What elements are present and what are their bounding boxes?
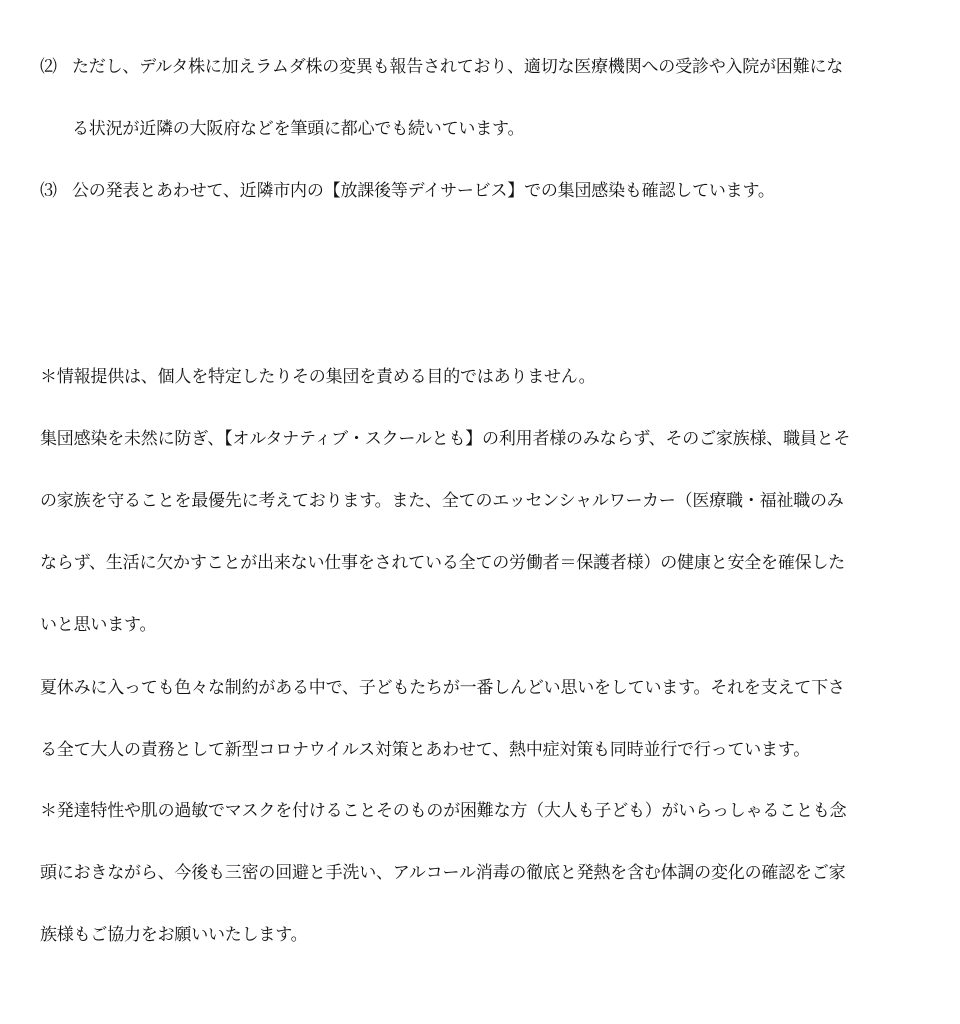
item-number: ⑶	[40, 181, 57, 201]
notice-line: 集団感染を未然に防ぎ、【オルタナティブ・スクールとも】の利用者様のみならず、そのご家族様、職員とそ	[40, 429, 851, 449]
mask-line: 族様もご協力をお願いいたします。	[40, 925, 308, 945]
summer-line: 夏休みに入っても色々な制約がある中で、子どもたちが一番しんどい思いをしています。それを支えて下さ	[40, 678, 845, 698]
summer-line: る全て大人の責務として新型コロナウイルス対策とあわせて、熱中症対策も同時並行で行っています。	[40, 740, 811, 760]
item-text-continued: る状況が近隣の大阪府などを筆頭に都心でも続いています。	[72, 119, 525, 139]
item-text: ただし、デルタ株に加えラムダ株の変異も報告されており、適切な医療機関への受診や入院が困難にな	[72, 57, 844, 77]
list-item	[40, 181, 775, 201]
item-text: 公の発表とあわせて、近隣市内の【放課後等デイサービス】での集団感染も確認しています。	[72, 181, 775, 201]
mask-line: 頭におきながら、今後も三密の回避と手洗い、アルコール消毒の徹底と発熱を含む体調の変化の確認をご家	[40, 863, 846, 883]
notice-line: ＊情報提供は、個人を特定したりその集団を責める目的ではありません。	[40, 367, 596, 387]
notice-line: ならず、生活に欠かすことが出来ない仕事をされている全ての労働者＝保護者様）の健康と安全を確保した	[40, 553, 846, 573]
item-number: ⑵	[40, 57, 57, 77]
notice-line: いと思います。	[40, 615, 157, 635]
mask-line: ＊発達特性や肌の過敏でマスクを付けることそのものが困難な方（大人も子ども）がいらっしゃることも念	[40, 801, 847, 821]
list-item	[40, 57, 843, 77]
notice-line: の家族を守ることを最優先に考えております。また、全てのエッセンシャルワーカー（医療職・福祉職のみ	[40, 491, 844, 511]
